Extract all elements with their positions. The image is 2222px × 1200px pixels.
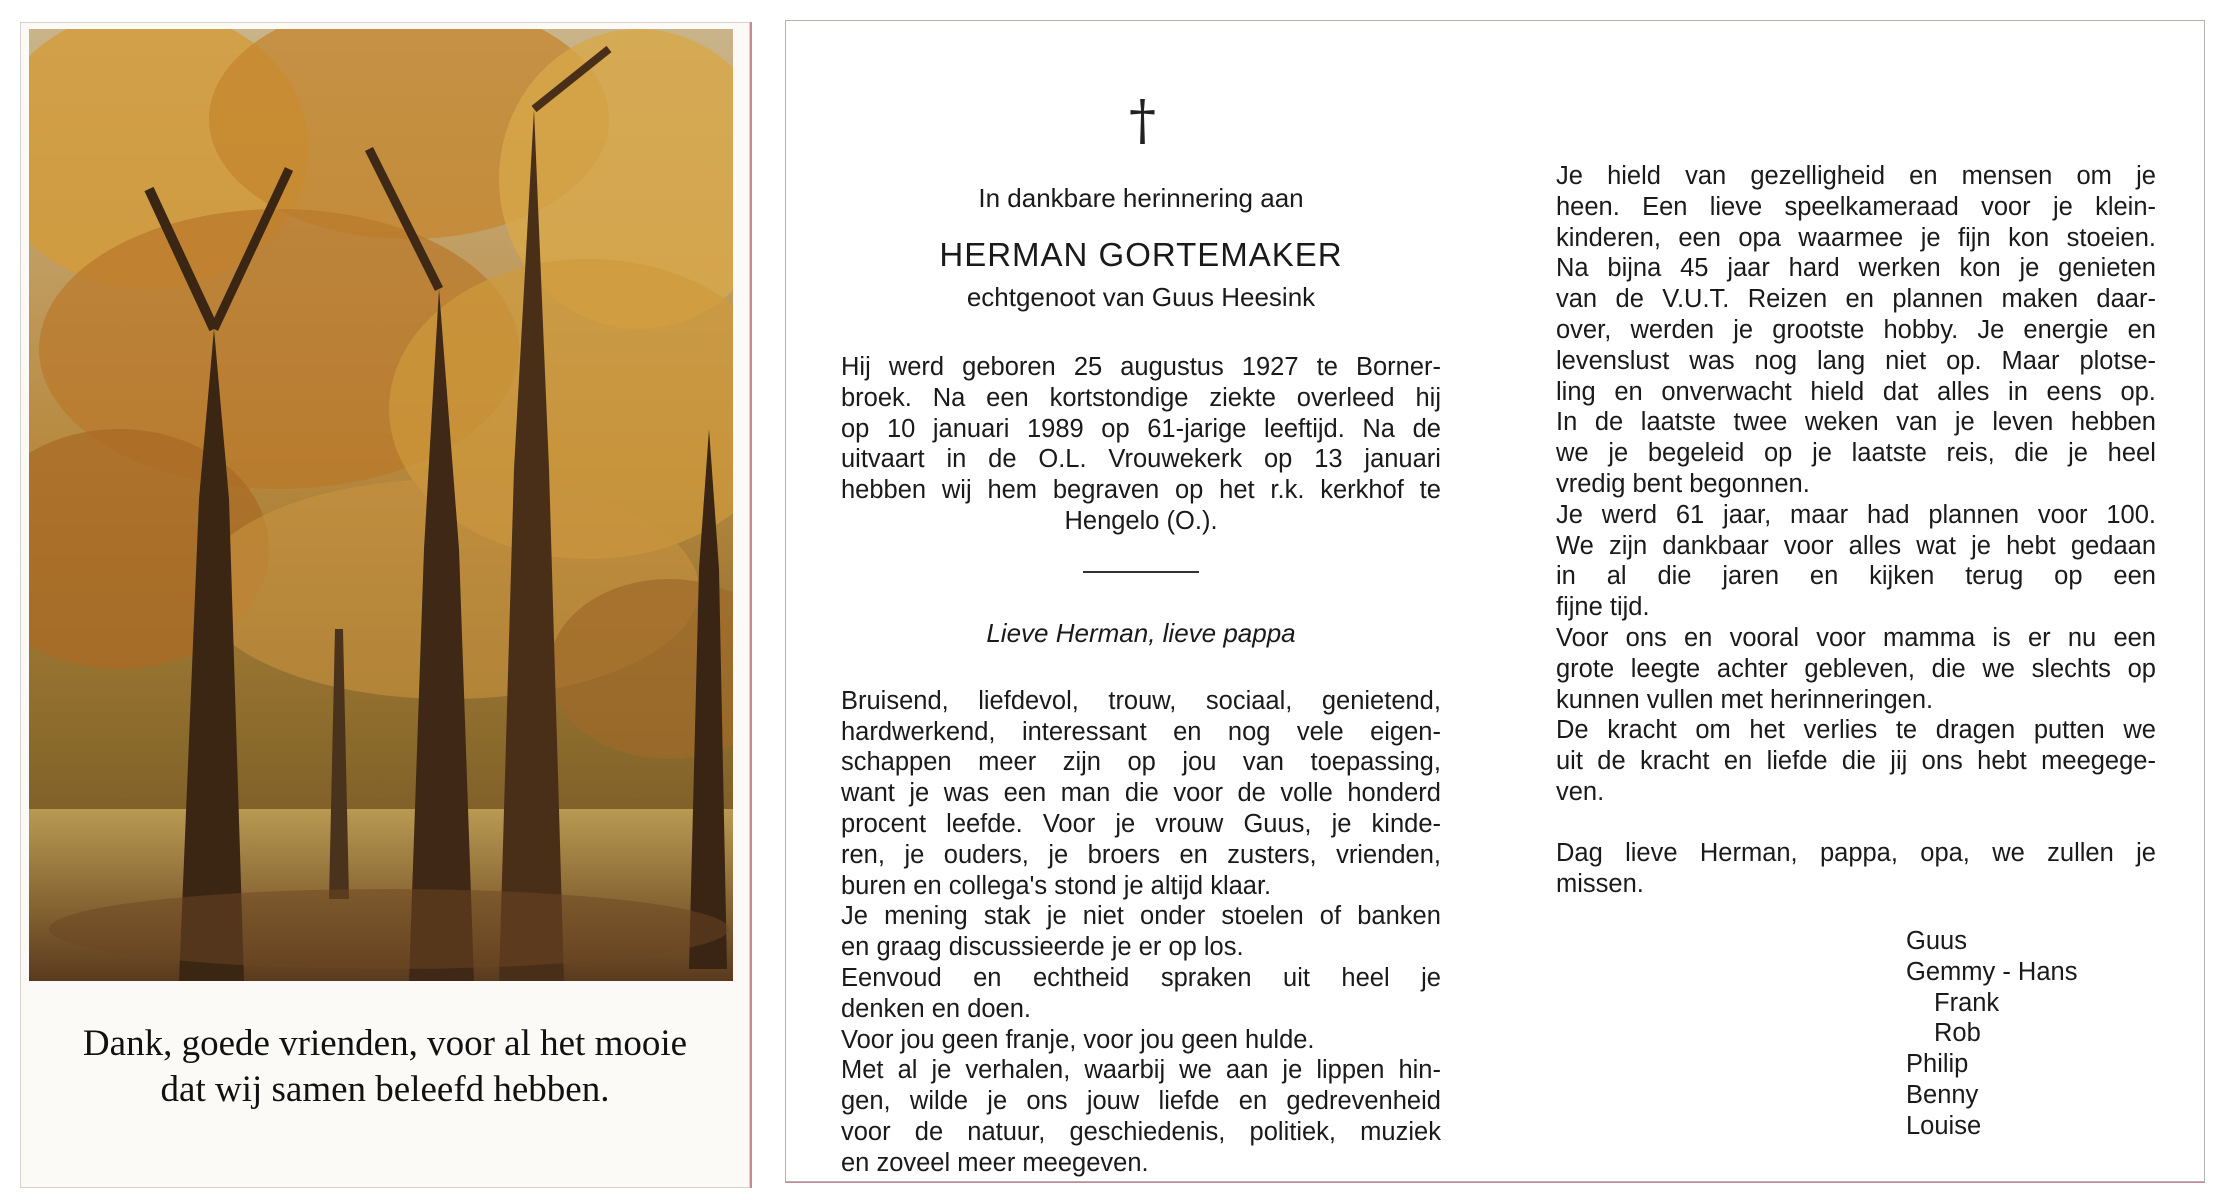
memories-line: Je hield van gezelligheid en mensen om je — [1556, 162, 2156, 190]
intro-text: In dankbare herinnering aan — [978, 183, 1304, 213]
memories-line: van de V.U.T. Reizen en plannen maken daar- — [1556, 285, 2156, 314]
divider — [1083, 571, 1199, 573]
deceased-name: HERMAN GORTEMAKER — [939, 236, 1343, 273]
tribute-line: Bruisend, liefdevol, trouw, sociaal, genietend, — [841, 686, 1441, 715]
biography-line: broek. Na een kortstondige ziekte overleed hij — [841, 383, 1441, 412]
memories-line: uit de kracht en liefde die jij ons hebt meegege- — [1556, 747, 2156, 776]
memories-line: In de laatste twee weken van je leven hebben — [1556, 408, 2156, 437]
tribute-line: gen, wilde je ons jouw liefde en gedrevenheid — [841, 1087, 1441, 1116]
forest-illustration — [29, 29, 733, 981]
right-column — [1556, 161, 2156, 899]
cross-icon: † — [1129, 89, 1156, 152]
tribute-line: buren en collega's stond je altijd klaar. — [841, 871, 1272, 900]
signature-name: Rob — [1934, 1019, 1981, 1048]
signature-name: Frank — [1934, 988, 2000, 1017]
tribute-line: ren, je ouders, je broers en zusters, vrienden, — [841, 840, 1441, 869]
tribute-line: denken en doen. — [841, 994, 1032, 1023]
memories-line: over, werden je grootste hobby. Je energie en — [1556, 315, 2156, 344]
biography — [841, 352, 1441, 506]
tribute-line: voor de natuur, geschiedenis, politiek, muziek — [841, 1117, 1441, 1146]
biography-last-line: Hengelo (O.). — [1064, 506, 1218, 535]
farewell-text — [1556, 838, 2156, 900]
biography-line: uitvaart in de O.L. Vrouwekerk op 13 januari — [841, 445, 1441, 474]
signature-name: Louise — [1906, 1111, 1982, 1140]
farewell-line: Dag lieve Herman, pappa, opa, we zullen je — [1556, 838, 2156, 867]
tribute-line: procent leefde. Voor je vrouw Guus, je kinde- — [841, 809, 1441, 838]
memories-line: fijne tijd. — [1556, 593, 1650, 622]
memorial-caption — [21, 1021, 749, 1113]
caption-line: dat wij samen beleefd hebben. — [160, 1069, 610, 1110]
left-column — [841, 161, 1441, 1179]
tribute-line: Je mening stak je niet onder stoelen of banken — [841, 902, 1441, 931]
memories-line: heen. Een lieve speelkameraad voor je klein- — [1556, 192, 2156, 221]
biography-line: op 10 januari 1989 op 61-jarige leeftijd. Na de — [841, 414, 1441, 443]
left-card — [20, 22, 750, 1188]
tribute-text — [841, 686, 1441, 1179]
memories-line: levenslust was nog lang niet op. Maar plotse- — [1556, 346, 2156, 375]
biography-line: hebben wij hem begraven op het r.k. kerkhof te — [841, 476, 1441, 505]
memories-line: De kracht om het verlies te dragen putten we — [1556, 716, 2156, 745]
memories-line: kinderen, een opa waarmee je fijn kon stoeien. — [1556, 223, 2156, 252]
memories-line: We zijn dankbaar voor alles wat je hebt gedaan — [1556, 531, 2156, 560]
signature-name: Guus — [1906, 927, 1967, 955]
caption-line: Dank, goede vrienden, voor al het mooie — [82, 1023, 688, 1064]
signature-name: Gemmy - Hans — [1906, 957, 2078, 986]
right-card — [785, 20, 2205, 1182]
tribute-line: hardwerkend, interessant en nog vele eigen- — [841, 717, 1441, 746]
autumn-forest-photo — [29, 29, 733, 981]
farewell-line: missen. — [1556, 869, 1644, 898]
memories-line: Voor ons en vooral voor mamma is er nu een — [1556, 623, 2156, 652]
memories-line: in al die jaren en kijken terug op een — [1556, 562, 2156, 591]
memories-line: Na bijna 45 jaar hard werken kon je genieten — [1556, 254, 2156, 283]
signature-name: Philip — [1906, 1050, 1969, 1079]
memories-line: grote leegte achter gebleven, die we slechts op — [1556, 654, 2156, 683]
tribute-line: schappen meer zijn op jou van toepassing, — [841, 748, 1441, 777]
memories-text — [1556, 161, 2156, 808]
biography-line: Hij werd geboren 25 augustus 1927 te Borner- — [841, 353, 1441, 381]
greeting: Lieve Herman, lieve pappa — [986, 617, 1296, 648]
signature-name: Benny — [1906, 1080, 1979, 1109]
spouse-text: echtgenoot van Guus Heesink — [966, 282, 1316, 312]
tribute-line: en graag discussieerde je er op los. — [841, 933, 1244, 962]
tribute-line: en zoveel meer meegeven. — [841, 1148, 1149, 1177]
tribute-line: Met al je verhalen, waarbij we aan je lippen hin- — [841, 1056, 1441, 1085]
memories-line: we je begeleid op je laatste reis, die je heel — [1556, 439, 2156, 468]
tribute-line: Voor jou geen franje, voor jou geen hulde. — [841, 1025, 1315, 1054]
memories-line: ling en onverwacht hield dat alles in eens op. — [1556, 377, 2156, 406]
memories-line: Je werd 61 jaar, maar had plannen voor 100. — [1556, 500, 2156, 529]
memories-line: kunnen vullen met herinneringen. — [1556, 685, 1934, 714]
memories-line: vredig bent begonnen. — [1556, 469, 1810, 498]
signatures — [1906, 926, 2077, 1142]
memories-line: ven. — [1556, 777, 1605, 806]
tribute-line: Eenvoud en echtheid spraken uit heel je — [841, 963, 1441, 992]
tribute-line: want je was een man die voor de volle honderd — [841, 779, 1441, 808]
